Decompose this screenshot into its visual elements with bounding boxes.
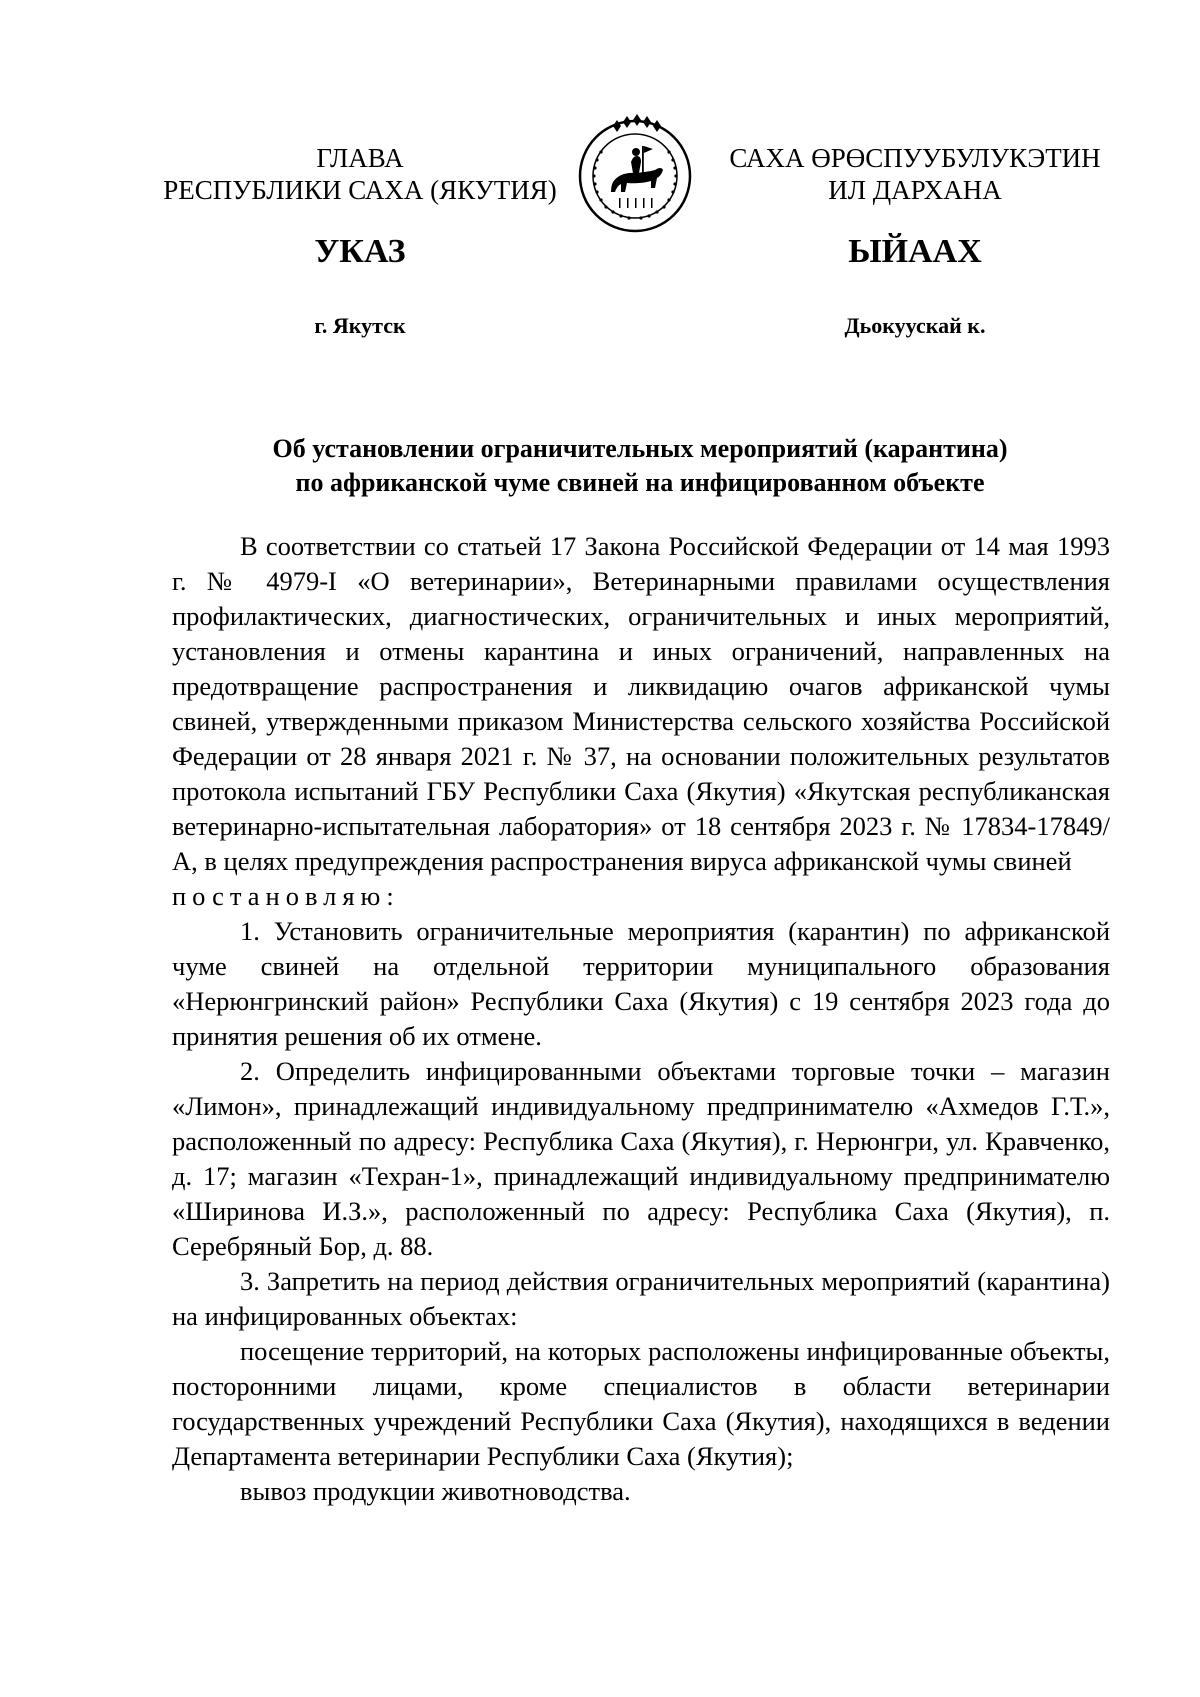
- city-russian: г. Якутск: [314, 313, 406, 338]
- document-title: [170, 432, 1110, 500]
- header-left-line1: ГЛАВА: [316, 143, 404, 173]
- header-left: [150, 142, 570, 206]
- city-yakut: Дьокуускай к.: [844, 313, 986, 338]
- emblem-seal-icon: [575, 110, 695, 235]
- document-title-line2: по африканской чуме свиней на инфицированном объекте: [295, 468, 985, 497]
- decree-title-russian: УКАЗ: [314, 233, 406, 270]
- decree-title-yakut: ЫЙААХ: [848, 233, 982, 270]
- item-1-paragraph: 1. Установить ограничительные мероприятия (карантин) по африканской чуме свиней на отдельной территории муниципального образования «Нерюнгринский район» Республики Саха (Якутия) с 19 сентября 2023 года до принятия решения об их отмене.: [172, 916, 1110, 1051]
- item-3-paragraph: 3. Запретить на период действия ограничительных мероприятий (карантина) на инфицированных объектах:: [172, 1266, 1110, 1331]
- item-3a-paragraph: посещение территорий, на которых расположены инфицированные объекты, посторонними лицами, кроме специалистов в области ветеринарии государственных учреждений Республики Саха (Якутия), находящихся в ведении Департамента ветеринарии Республики Саха (Якутия);: [172, 1336, 1110, 1471]
- preamble-paragraph: В соответствии со статьей 17 Закона Российской Федерации от 14 мая 1993 г. № 4979-I «О ветеринарии», Ветеринарными правилами осуществления профилактических, диагностических, ограничительных и иных мероприятий, установления и отмены карантина и иных ограничений, направленных на предотвращение распространения и ликвидацию очагов африканской чумы свиней, утвержденными приказом Министерства сельского хозяйства Российской Федерации от 28 января 2021 г. № 37, на основании положительных результатов протокола испытаний ГБУ Республики Саха (Якутия) «Якутская республиканская ветеринарно-испытательная лаборатория» от 18 сентября 2023 г. № 17834-17849/А, в целях предупреждения распространения вируса африканской чумы свиней: [172, 531, 1110, 876]
- header-right-line1: САХА ӨРӨСПУУБУЛУКЭТИН: [729, 143, 1101, 173]
- header-right-line2: ИЛ ДАРХАНА: [828, 175, 1002, 205]
- item-3b-paragraph: вывоз продукции животноводства.: [240, 1476, 631, 1506]
- document-title-line1: Об установлении ограничительных мероприятий (карантина): [272, 434, 1008, 463]
- decree-word: постановляю:: [172, 881, 400, 911]
- header-right: [715, 142, 1115, 206]
- item-2-paragraph: 2. Определить инфицированными объектами торговые точки – магазин «Лимон», принадлежащий индивидуальному предпринимателю «Ахмедов Г.Т.», расположенный по адресу: Республика Саха (Якутия), г. Нерюнгри, ул. Кравченко, д. 17; магазин «Техран-1», принадлежащий индивидуальному предпринимателю «Ширинова И.З.», расположенный по адресу: Республика Саха (Якутия), п. Серебряный Бор, д. 88.: [172, 1056, 1110, 1261]
- document-body: [172, 529, 1110, 1509]
- header-left-line2: РЕСПУБЛИКИ САХА (ЯКУТИЯ): [163, 175, 557, 205]
